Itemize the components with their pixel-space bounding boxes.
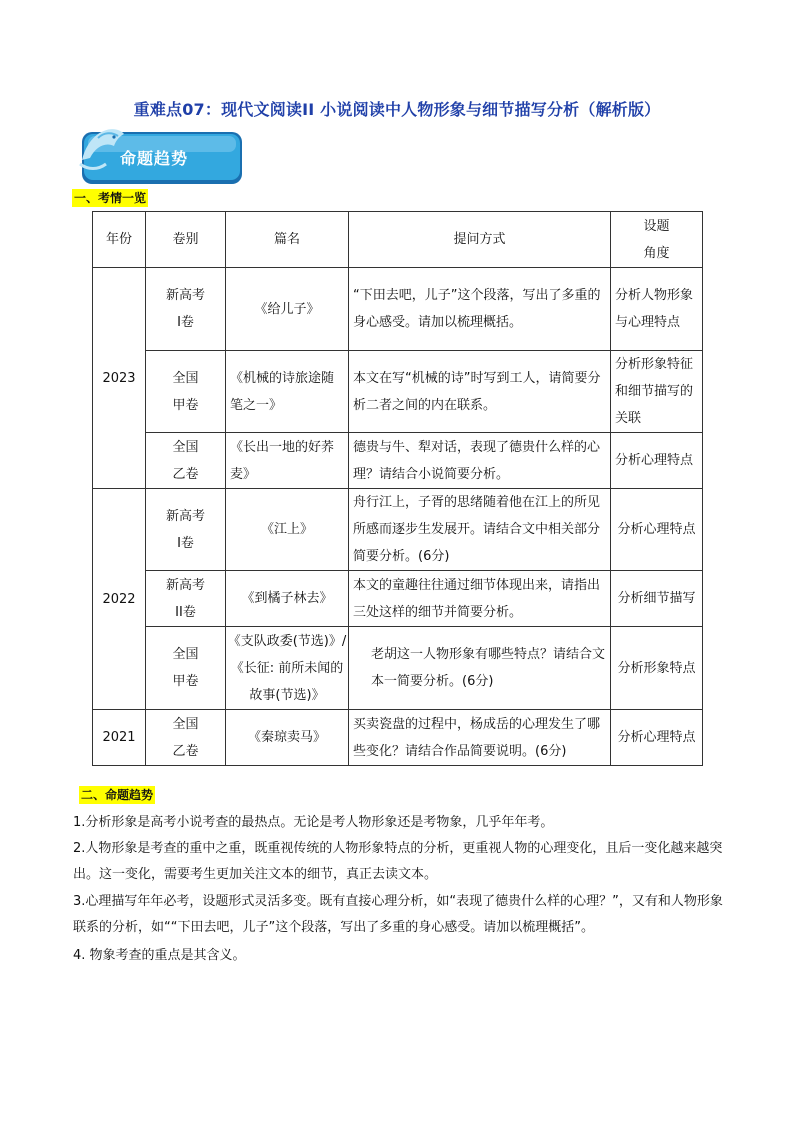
header-angle-line1: 设题	[643, 218, 670, 234]
header-paper: 卷别	[146, 212, 226, 268]
question-cell: 舟行江上，子胥的思绪随着他在江上的所见所感而逐步生发展开。请结合文中相关部分简要分析。(6分)	[349, 489, 611, 571]
header-angle-line2: 角度	[643, 245, 670, 261]
angle-cell: 分析心理特点	[611, 489, 703, 571]
angle-cell: 分析形象特点	[611, 627, 703, 710]
table-row	[93, 571, 703, 627]
table-header-row	[93, 212, 703, 268]
question-cell: 老胡这一人物形象有哪些特点？请结合文本一简要分析。(6分)	[349, 627, 611, 710]
article-cell: 《长出一地的好荞麦》	[226, 433, 349, 489]
banner-label: 命题趋势	[120, 149, 189, 168]
paper-cell: 全国 乙卷	[146, 710, 226, 766]
trend-paragraph: 4. 物象考查的重点是其含义。	[73, 948, 246, 963]
trend-paragraph: 2.人物形象是考查的重中之重，既重视传统的人物形象特点的分析，更重视人物的心理变化，且后一变化越来越突出。这一变化，需要考生更加关注文本的细节，真正去读文本。	[73, 841, 723, 882]
trend-paragraph: 1.分析形象是高考小说考查的最热点。无论是考人物形象还是考物象，几乎年年考。	[73, 815, 554, 830]
article-cell: 《到橘子林去》	[226, 571, 349, 627]
article-cell: 《支队政委(节选)》/《长征: 前所未闻的故事(节选)》	[226, 627, 349, 710]
angle-cell: 分析细节描写	[611, 571, 703, 627]
paper-cell: 全国 甲卷	[146, 627, 226, 710]
header-angle	[611, 212, 703, 268]
exam-table	[92, 211, 703, 766]
year-cell: 2022	[93, 489, 146, 710]
header-year: 年份	[93, 212, 146, 268]
paper-cell: 新高考 II卷	[146, 571, 226, 627]
trend-paragraph: 3.心理描写年年必考，设题形式灵活多变。既有直接心理分析，如“表现了德贵什么样的心理？”，又有和人物形象联系的分析，如““下田去吧，儿子”这个段落，写出了多重的身心感受。请加以梳理概括”。	[73, 894, 723, 935]
article-cell: 《机械的诗旅途随笔之一》	[226, 351, 349, 433]
section-heading-trends: 二、命题趋势	[81, 788, 154, 802]
angle-cell: 分析心理特点	[611, 710, 703, 766]
table-row	[93, 268, 703, 351]
paper-cell: 新高考 I卷	[146, 268, 226, 351]
section-heading-overview: 一、考情一览	[74, 191, 147, 205]
article-cell: 《给儿子》	[226, 268, 349, 351]
page-title: 重难点07：现代文阅读II 小说阅读中人物形象与细节描写分析（解析版）	[133, 100, 661, 119]
section-banner	[76, 124, 246, 184]
header-article: 篇名	[226, 212, 349, 268]
table-row	[93, 351, 703, 433]
table-row	[93, 627, 703, 710]
question-cell: “下田去吧，儿子”这个段落，写出了多重的身心感受。请加以梳理概括。	[349, 268, 611, 351]
year-cell: 2021	[93, 710, 146, 766]
angle-cell: 分析形象特征和细节描写的关联	[611, 351, 703, 433]
question-cell: 本文在写“机械的诗”时写到工人，请简要分析二者之间的内在联系。	[349, 351, 611, 433]
angle-cell: 分析心理特点	[611, 433, 703, 489]
header-question: 提问方式	[349, 212, 611, 268]
year-cell: 2023	[93, 268, 146, 489]
article-cell: 《江上》	[226, 489, 349, 571]
paper-cell: 全国 甲卷	[146, 351, 226, 433]
table-row	[93, 433, 703, 489]
table-row	[93, 710, 703, 766]
question-cell: 本文的童趣往往通过细节体现出来，请指出三处这样的细节并简要分析。	[349, 571, 611, 627]
article-cell: 《秦琼卖马》	[226, 710, 349, 766]
angle-cell: 分析人物形象与心理特点	[611, 268, 703, 351]
paper-cell: 新高考 I卷	[146, 489, 226, 571]
question-cell: 买卖瓷盘的过程中，杨成岳的心理发生了哪些变化？请结合作品简要说明。(6分)	[349, 710, 611, 766]
table-row	[93, 489, 703, 571]
paper-cell: 全国 乙卷	[146, 433, 226, 489]
question-cell: 德贵与牛、犁对话，表现了德贵什么样的心理？请结合小说简要分析。	[349, 433, 611, 489]
